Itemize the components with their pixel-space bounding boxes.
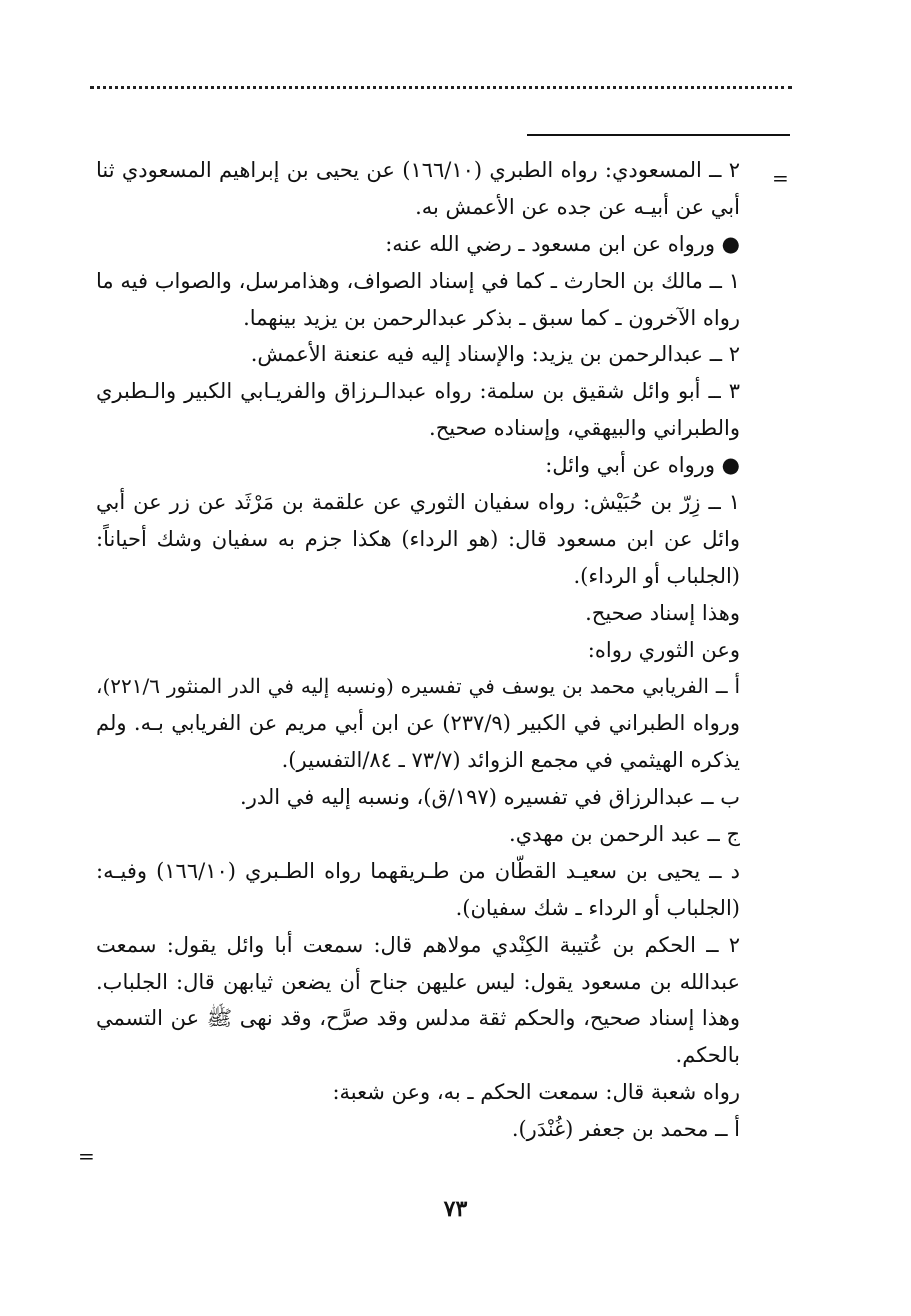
text-line: يذكره الهيثمي في مجمع الزوائد (٧٣/٧ ـ ٨٤/التفسير). [281, 748, 740, 773]
text-line: وعن الثوري رواه: [587, 637, 740, 662]
text-line: وهذا إسناد صحيح، والحكم ثقة مدلس وقد صرَّح، وقد نهى ﷺ عن التسمي [96, 1006, 740, 1031]
text-line: د ــ يحيى بن سعيـد القطّان من طـريقهما رواه الطـبري (١٦٦/١٠) وفيـه: [96, 858, 740, 883]
text-line: ١ ــ مالك بن الحارث ـ كما في إسناد الصواف، وهذامرسل، والصواب فيه ما [96, 268, 740, 293]
text-line: ٢ ــ المسعودي: رواه الطبري (١٦٦/١٠) عن يحيى بن إبراهيم المسعودي ثنا [96, 158, 740, 182]
text-line: وائل عن ابن مسعود قال: (هو الرداء) هكذا جزم به سفيان وشك أحياناً: [96, 526, 740, 551]
text-line: ٣ ــ أبو وائل شقيق بن سلمة: رواه عبدالـرزاق والفريـابي الكبير والـطبري [96, 379, 740, 404]
text-line: رواه شعبة قال: سمعت الحكم ـ به، وعن شعبة: [332, 1080, 740, 1105]
text-line: ورواه الطبراني في الكبير (٢٣٧/٩) عن ابن أبي مريم عن الفريابي بـه. ولم [96, 711, 740, 736]
text-line: ٢ ــ الحكم بن عُتيبة الكِنْدي مولاهم قال: سمعت أبا وائل يقول: سمعت [96, 932, 740, 957]
text-line: رواه الآخرون ـ كما سبق ـ بذكر عبدالرحمن بن يزيد بينهما. [243, 305, 740, 330]
text-line: ب ــ عبدالرزاق في تفسيره (١٩٧/ق)، ونسبه إليه في الدر. [240, 785, 740, 810]
text-line: أبي عن أبيـه عن جده عن الأعمش به. [415, 194, 740, 219]
text-line: ج ــ عبد الرحمن بن مهدي. [509, 822, 740, 847]
text-line: والطبراني والبيهقي، وإسناده صحيح. [429, 416, 740, 441]
continuation-mark-top: = [772, 166, 789, 190]
text-line: أ ــ محمد بن جعفر (غُنْدَر). [511, 1117, 740, 1142]
dotted-separator [90, 86, 792, 89]
text-line: عبدالله بن مسعود يقول: ليس عليهن جناح أن يضعن ثيابهن قال: الجلباب. [96, 969, 740, 994]
text-line: أ ــ الفريابي محمد بن يوسف في تفسيره (ونسبه إليه في الدر المنثور ٢٢١/٦)، [96, 674, 740, 699]
text-line: ● ورواه عن ابن مسعود ـ رضي الله عنه: [385, 231, 740, 256]
text-line: ١ ــ زِرّ بن حُبَيْش: رواه سفيان الثوري عن علقمة بن مَرْثَد عن زر عن أبي [96, 490, 740, 515]
footnote-text-block [96, 152, 740, 1148]
text-line: وهذا إسناد صحيح. [585, 600, 740, 625]
page-number: ٧٣ [443, 1196, 468, 1222]
continuation-mark-bottom: = [78, 1144, 95, 1168]
text-line: (الجلباب أو الرداء ـ شك سفيان). [455, 895, 740, 920]
text-line: بالحكم. [675, 1043, 740, 1068]
text-line: (الجلباب أو الرداء). [573, 563, 740, 588]
text-line: ٢ ــ عبدالرحمن بن يزيد: والإسناد إليه فيه عنعنة الأعمش. [250, 342, 740, 367]
footnote-separator [527, 134, 790, 136]
text-line: ● ورواه عن أبي وائل: [545, 453, 740, 478]
